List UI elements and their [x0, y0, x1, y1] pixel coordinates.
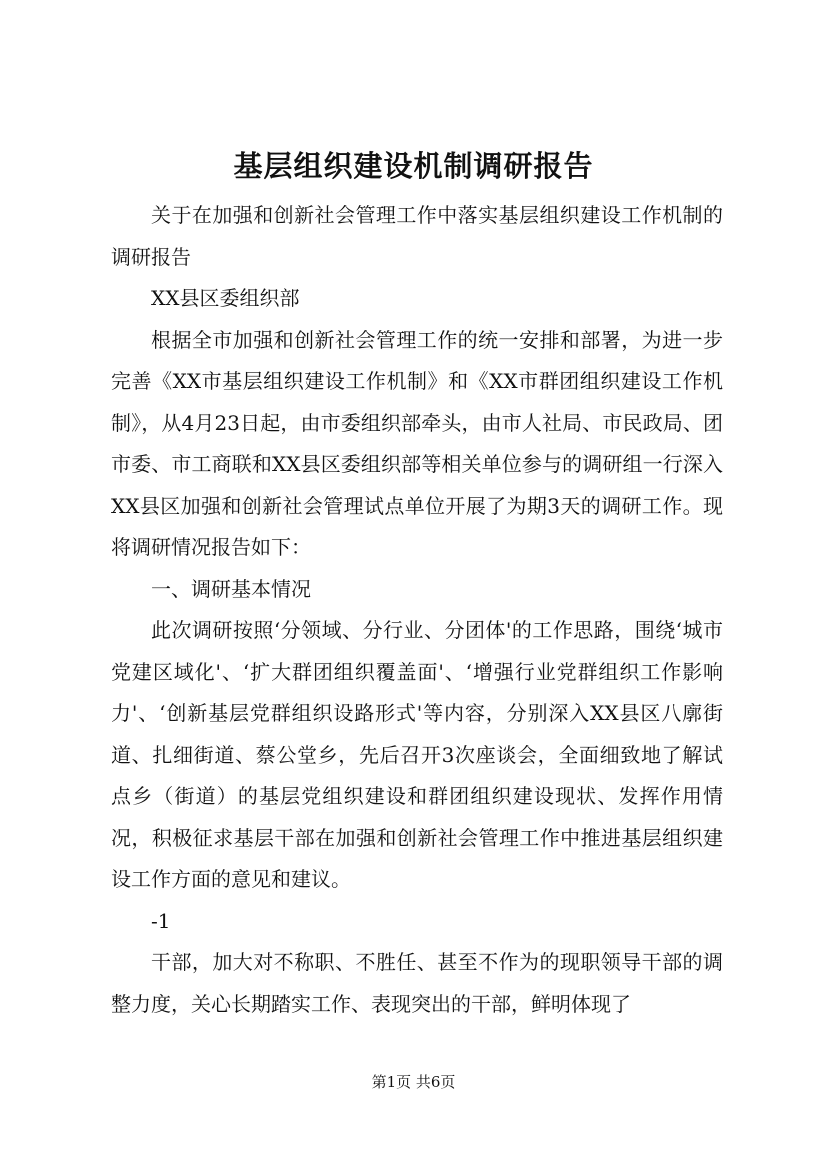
page-marker-paragraph: -1 [151, 908, 171, 933]
author-department-paragraph: XX县区委组织部 [151, 286, 300, 310]
cadre-paragraph: 干部，加大对不称职、不胜任、甚至不作为的现职领导干部的调整力度，关心长期踏实工作、表现突出的干部，鲜明体现了 [111, 950, 723, 1016]
document-title: 基层组织建设机制调研报告 [233, 149, 594, 183]
survey-details-paragraph: 此次调研按照‘分领域、分行业、分团体'的工作思路，围绕‘城市党建区域化'、‘扩大群团组织覆盖面'、‘增强行业党群组织工作影响力'、‘创新基层党群组织设路形式'等内容，分别深入XX县区八廓街道、扎细街道、蔡公堂乡，先后召开3次座谈会，全面细致地了解试点乡（街道）的基层党组织建设和群团组织建设现状、发挥作用情况，积极征求基层干部在加强和创新社会管理工作中推进基层组织建设工作方面的意见和建议。 [111, 618, 723, 891]
report-subtitle-paragraph: 关于在加强和创新社会管理工作中落实基层组织建设工作机制的调研报告 [111, 203, 723, 269]
intro-paragraph: 根据全市加强和创新社会管理工作的统一安排和部署，为进一步完善《XX市基层组织建设工作机制》和《XX市群团组织建设工作机制》，从4月23日起，由市委组织部牵头，由市人社局、市民政局、团市委、市工商联和XX县区委组织部等相关单位参与的调研组一行深入XX县区加强和创新社会管理试点单位开展了为期3天的调研工作。现将调研情况报告如下： [111, 327, 723, 559]
page-number-footer: 第1页 共6页 [371, 1073, 456, 1091]
section-heading-paragraph: 一、调研基本情况 [151, 576, 311, 601]
document-body [111, 195, 723, 1025]
